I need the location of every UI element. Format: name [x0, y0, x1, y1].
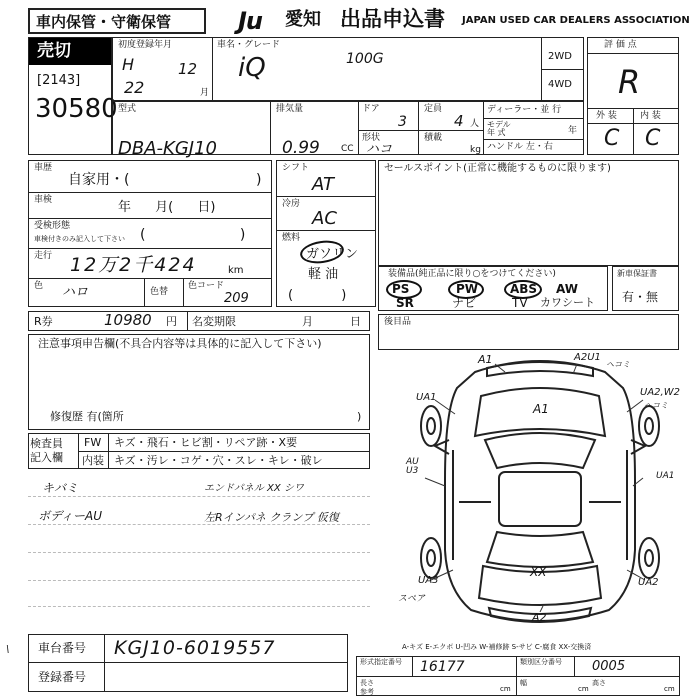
inspector-interior-text: キズ・汚レ・コゲ・穴・スレ・キレ・破レ	[114, 454, 323, 467]
diagram-mark-13: UA2	[638, 577, 659, 588]
type-spec-value: 16177	[420, 659, 465, 675]
height-label: 高さ	[592, 679, 606, 687]
diagram-mark-14: スペア	[398, 594, 426, 604]
equip-abs-circle	[504, 280, 542, 299]
displacement-value: 0.99	[282, 138, 320, 158]
equip-ps: PS	[392, 282, 410, 296]
fuel-other: ( )	[288, 288, 347, 303]
equip-pw-circle	[448, 280, 484, 299]
weight-label: 積載	[424, 133, 443, 143]
sales-point-block	[378, 160, 679, 266]
registration-year: 22	[124, 78, 145, 97]
history-value: 自家用・(	[68, 172, 130, 188]
door-label: ドア	[362, 104, 380, 114]
fuel-diesel: 軽 油	[308, 267, 339, 282]
form-title: 出品申込書	[340, 7, 445, 31]
width-label: 幅	[520, 679, 527, 687]
inspector-note-2: エンドパネル XX シワ	[204, 483, 304, 494]
name-change-day: 日	[350, 315, 361, 328]
grade-label: 評 価 点	[604, 40, 637, 50]
length-label: 長さ	[360, 679, 374, 687]
sold-label: 売切	[29, 38, 111, 65]
equip-aw: AW	[556, 282, 578, 296]
registration-month-unit: 月	[200, 88, 210, 98]
inspector-fw-text: キズ・飛石・ヒビ割・リペア跡・X要	[114, 436, 298, 449]
inspector-label: 検査員 記入欄	[30, 437, 63, 465]
class-spec-label: 類別区分番号	[520, 658, 562, 666]
receipt-label: 受検形態	[34, 221, 71, 231]
equip-pw: PW	[456, 282, 479, 296]
registration-month: 12	[178, 60, 198, 78]
color-label: 色	[34, 281, 44, 291]
year-unit: 年	[568, 126, 578, 136]
sales-point-label: セールスポイント(正常に機能するものに限ります)	[384, 163, 611, 174]
height-cm: cm	[664, 685, 675, 693]
shaken-label: 車検	[34, 195, 53, 205]
registration-label: 初度登録年月	[118, 40, 173, 50]
capacity-unit: 人	[470, 119, 480, 129]
type-spec-label: 形式指定番号	[360, 658, 402, 666]
ju-logo-text: Ju	[238, 7, 263, 35]
id-block	[28, 37, 118, 155]
equip-ps-circle	[386, 280, 422, 299]
post-label: 後目品	[384, 317, 412, 327]
interior-grade: C	[645, 126, 661, 151]
exterior-label: 外 装	[596, 111, 617, 121]
lot-code: [2143]	[37, 73, 81, 88]
inspector-fw: FW	[84, 436, 102, 449]
receipt-sub: 車検付きのみ記入して下さい	[34, 235, 125, 243]
capacity-label: 定員	[424, 104, 443, 114]
diagram-mark-11: UA3	[418, 575, 439, 586]
inspector-interior: 内装	[82, 454, 104, 467]
notes-label: 注意事項申告欄(不具合内容等は具体的に記入して下さい)	[38, 337, 322, 350]
ac-value: AC	[312, 208, 337, 229]
diagram-mark-5: UA1	[416, 392, 437, 403]
diagram-mark-2: A2U1	[574, 352, 601, 363]
grade-value: R	[618, 63, 641, 101]
fuel-label: 燃料	[282, 233, 301, 243]
repair-label: 修復歴 有(箇所	[50, 410, 124, 423]
equip-abs: ABS	[510, 282, 538, 296]
diagram-mark-10: XX	[530, 565, 547, 579]
inspector-note-4: 左Rインパネ クランプ 仮復	[204, 511, 339, 524]
vehicle-name-label: 車名・グレード	[217, 40, 281, 50]
margin-tick: \	[6, 644, 10, 655]
ju-logo	[238, 8, 288, 34]
association-name: JAPAN USED CAR DEALERS ASSOCIATION	[462, 15, 690, 26]
mileage-value: 12万2千424	[70, 254, 197, 276]
name-change-label: 名変期限	[192, 315, 236, 328]
door-value: 3	[398, 114, 407, 130]
chassis-label: 車台番号	[38, 641, 87, 655]
registration-number-label: 登録番号	[38, 670, 87, 684]
drive-4wd: 4WD	[548, 79, 572, 90]
storage-badge	[28, 8, 206, 34]
ac-label: 冷房	[282, 199, 301, 209]
diagram-mark-4: A1	[533, 402, 549, 416]
model-year-label: モデル 年 式	[487, 120, 511, 137]
lot-number: 30580	[35, 94, 118, 124]
repair-paren: )	[357, 410, 362, 423]
equipment-label: 装備品(純正品に限り○をつけてください)	[388, 269, 556, 279]
class-spec-value: 0005	[592, 659, 626, 674]
shaken-value: 年 月( 日)	[118, 200, 216, 215]
storage-badge-text: 車内保管・守衛保管	[36, 13, 172, 31]
recycle-unit: 円	[166, 315, 177, 328]
width-cm: cm	[578, 685, 589, 693]
vehicle-name: iQ	[238, 53, 266, 83]
drive-2wd: 2WD	[548, 51, 572, 62]
shift-value: AT	[312, 174, 334, 195]
model-label: 型式	[118, 104, 137, 114]
damage-legend: A-キズ E-エクボ U-凹み W-補修跡 S-サビ C-腐食 XX-交換済	[402, 643, 592, 651]
diagram-mark-6: UA2,W2	[640, 387, 680, 398]
equip-seat: カワシート	[540, 296, 595, 309]
kg-unit: kg	[470, 145, 481, 155]
vehicle-grade: 100G	[346, 51, 384, 67]
cc-unit: CC	[341, 144, 354, 154]
reference-label: 参考	[360, 688, 374, 696]
fuel-gasoline: ガソリン	[306, 247, 359, 262]
shape-value: ハコ	[366, 142, 393, 157]
mileage-label: 走行	[34, 251, 53, 261]
capacity-value: 4	[454, 112, 464, 130]
inspector-note-3: ボディーAU	[38, 509, 103, 523]
diagram-mark-7: ヘコミ	[644, 401, 668, 410]
equip-navi: ナビ	[452, 296, 477, 310]
color-change-label: 色替	[150, 287, 169, 297]
post-block	[378, 314, 679, 350]
history-label: 車歴	[34, 163, 53, 173]
color-code-label: 色コード	[188, 281, 225, 291]
diagram-mark-12: A2	[532, 611, 547, 624]
displacement-label: 排気量	[276, 104, 304, 114]
handle-label: ハンドル 左・右	[487, 142, 553, 152]
shift-label: シフト	[282, 163, 310, 173]
recycle-label: R券	[34, 315, 53, 328]
recycle-value: 10980	[104, 311, 152, 329]
diagram-mark-1: A1	[478, 353, 493, 366]
diagram-mark-9: UA1	[656, 471, 675, 481]
shape-label: 形状	[362, 133, 381, 143]
diagram-mark-8: AU U3	[406, 457, 419, 476]
receipt-value: ( )	[140, 227, 246, 243]
inspector-note-1: キバミ	[42, 481, 79, 495]
equipment-grid	[380, 280, 606, 310]
diagram-mark-3: ヘコミ	[606, 360, 630, 369]
registration-era: H	[122, 55, 135, 74]
warranty-label: 新車保証書	[617, 269, 657, 278]
org-name: 愛知	[285, 9, 321, 30]
color-value: ハロ	[62, 285, 89, 300]
equip-sr: SR	[396, 296, 414, 310]
exterior-grade: C	[604, 126, 620, 151]
dealer-label: ディーラー・並 行	[487, 105, 562, 115]
model-value: DBA-KGJ10	[118, 138, 217, 159]
history-paren: )	[256, 172, 262, 188]
length-cm: cm	[500, 685, 511, 693]
chassis-number: KGJ10-6019557	[114, 637, 276, 659]
warranty-value: 有・無	[622, 290, 659, 304]
color-code-value: 209	[224, 291, 249, 306]
equip-tv: TV	[512, 296, 528, 310]
km-unit: km	[228, 265, 244, 276]
interior-label: 内 装	[640, 111, 661, 121]
name-change-month: 月	[302, 315, 313, 328]
